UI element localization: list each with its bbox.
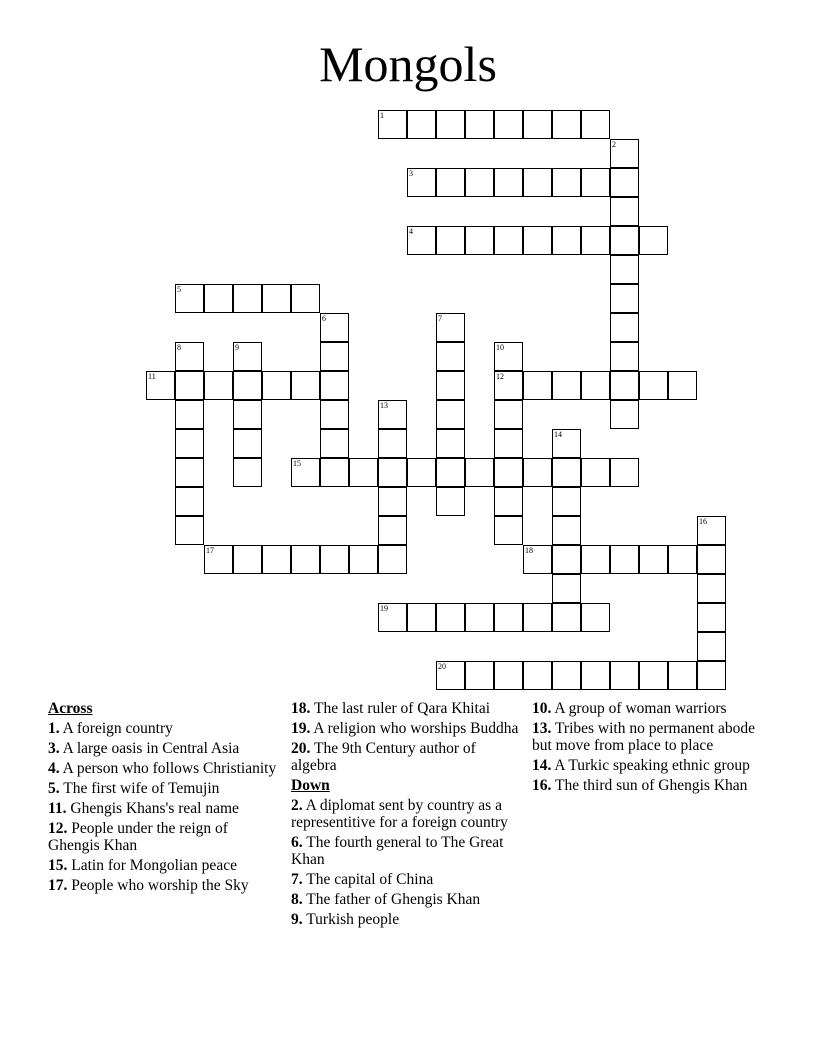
clue-number: 14. <box>532 757 552 774</box>
grid-cell[interactable] <box>552 603 581 632</box>
grid-cell[interactable] <box>523 371 552 400</box>
down-heading: Down <box>291 777 330 794</box>
grid-cell[interactable] <box>204 371 233 400</box>
clue-number: 16. <box>532 777 552 794</box>
clue-number: 2. <box>291 797 303 814</box>
grid-cell[interactable] <box>378 110 407 139</box>
grid-cell[interactable] <box>494 168 523 197</box>
grid-cell[interactable] <box>697 574 726 603</box>
grid-cell[interactable] <box>378 429 407 458</box>
grid-cell[interactable] <box>552 226 581 255</box>
cell-number: 3 <box>409 169 413 178</box>
grid-cell[interactable] <box>233 429 262 458</box>
clue-number: 19. <box>291 720 311 737</box>
cell-number: 11 <box>148 372 156 381</box>
cell-number: 9 <box>235 343 239 352</box>
grid-cell[interactable] <box>697 632 726 661</box>
grid-cell[interactable] <box>552 168 581 197</box>
clue-text: The father of Ghengis Khan <box>306 891 481 908</box>
grid-cell[interactable] <box>378 487 407 516</box>
clue-number: 10. <box>532 700 552 717</box>
grid-cell[interactable] <box>436 603 465 632</box>
clue-down <box>532 700 764 717</box>
grid-cell[interactable] <box>291 284 320 313</box>
grid-cell[interactable] <box>175 371 204 400</box>
clue-down <box>532 777 764 794</box>
grid-cell[interactable] <box>552 516 581 545</box>
grid-cell[interactable] <box>697 661 726 690</box>
grid-cell[interactable] <box>668 371 697 400</box>
grid-cell[interactable] <box>552 371 581 400</box>
clue-text: Latin for Mongolian peace <box>71 857 237 874</box>
grid-cell[interactable] <box>494 661 523 690</box>
grid-cell[interactable] <box>494 226 523 255</box>
grid-cell[interactable] <box>581 371 610 400</box>
grid-cell[interactable] <box>523 661 552 690</box>
clue-number: 11. <box>48 800 67 817</box>
clue-number: 13. <box>532 720 552 737</box>
grid-cell[interactable] <box>233 545 262 574</box>
grid-cell[interactable] <box>523 226 552 255</box>
across-heading: Across <box>48 700 93 717</box>
grid-cell[interactable] <box>581 110 610 139</box>
cell-number: 16 <box>699 517 707 526</box>
clue-number: 1. <box>48 720 60 737</box>
grid-cell[interactable] <box>291 371 320 400</box>
clue-number: 17. <box>48 877 68 894</box>
grid-cell[interactable] <box>436 429 465 458</box>
grid-cell[interactable] <box>610 139 639 168</box>
grid-cell[interactable] <box>552 110 581 139</box>
grid-cell[interactable] <box>610 661 639 690</box>
clue-number: 4. <box>48 760 60 777</box>
grid-cell[interactable] <box>378 603 407 632</box>
puzzle-title: Mongols <box>319 36 497 92</box>
grid-cell[interactable] <box>581 545 610 574</box>
grid-cell[interactable] <box>291 458 320 487</box>
grid-cell[interactable] <box>465 661 494 690</box>
grid-cell[interactable] <box>494 342 523 371</box>
grid-cell[interactable] <box>233 342 262 371</box>
grid-cell[interactable] <box>668 661 697 690</box>
clue-across <box>48 800 280 817</box>
grid-cell[interactable] <box>204 284 233 313</box>
clue-text: The last ruler of Qara Khitai <box>313 700 491 717</box>
grid-cell[interactable] <box>523 545 552 574</box>
clue-text: The 9th Century author of algebra <box>291 740 476 774</box>
grid-cell[interactable] <box>552 574 581 603</box>
clue-text: A person who follows Christianity <box>62 760 277 777</box>
grid-cell[interactable] <box>610 168 639 197</box>
grid-cell[interactable] <box>697 516 726 545</box>
clue-text: Tribes with no permanent abode but move from place to place <box>532 720 756 754</box>
grid-cell[interactable] <box>175 487 204 516</box>
grid-cell[interactable] <box>175 284 204 313</box>
grid-cell[interactable] <box>349 458 378 487</box>
cell-number: 1 <box>380 111 384 120</box>
grid-cell[interactable] <box>581 603 610 632</box>
clue-down <box>291 911 523 928</box>
clue-text: The third sun of Ghengis Khan <box>554 777 748 794</box>
cell-number: 20 <box>438 662 446 671</box>
clue-across <box>48 877 280 894</box>
grid-cell[interactable] <box>436 400 465 429</box>
grid-cell[interactable] <box>523 603 552 632</box>
grid-cell[interactable] <box>552 661 581 690</box>
grid-cell[interactable] <box>436 226 465 255</box>
grid-cell[interactable] <box>552 458 581 487</box>
clue-across <box>291 720 523 737</box>
clue-number: 9. <box>291 911 303 928</box>
grid-cell[interactable] <box>610 226 639 255</box>
grid-cell[interactable] <box>552 429 581 458</box>
grid-cell[interactable] <box>291 545 320 574</box>
clue-text: The fourth general to The Great Khan <box>291 834 504 868</box>
grid-cell[interactable] <box>436 487 465 516</box>
grid-cell[interactable] <box>436 458 465 487</box>
clue-across <box>291 740 523 774</box>
grid-cell[interactable] <box>610 400 639 429</box>
grid-cell[interactable] <box>494 400 523 429</box>
clue-number: 18. <box>291 700 311 717</box>
grid-cell[interactable] <box>523 110 552 139</box>
grid-cell[interactable] <box>233 400 262 429</box>
grid-cell[interactable] <box>552 545 581 574</box>
clue-down <box>291 834 523 868</box>
clue-text: A religion who worships Buddha <box>313 720 519 737</box>
grid-cell[interactable] <box>610 458 639 487</box>
clue-number: 7. <box>291 871 303 888</box>
grid-cell[interactable] <box>320 371 349 400</box>
grid-cell[interactable] <box>320 400 349 429</box>
cell-number: 8 <box>177 343 181 352</box>
cell-number: 13 <box>380 401 388 410</box>
grid-cell[interactable] <box>407 168 436 197</box>
grid-cell[interactable] <box>697 603 726 632</box>
clue-text: A large oasis in Central Asia <box>62 740 240 757</box>
grid-cell[interactable] <box>639 226 668 255</box>
grid-cell[interactable] <box>262 371 291 400</box>
clue-across <box>48 760 280 777</box>
cell-number: 2 <box>612 140 616 149</box>
clue-number: 20. <box>291 740 311 757</box>
grid-cell[interactable] <box>175 400 204 429</box>
grid-cell[interactable] <box>610 342 639 371</box>
grid-cell[interactable] <box>407 458 436 487</box>
grid-cell[interactable] <box>378 458 407 487</box>
grid-cell[interactable] <box>610 371 639 400</box>
grid-cell[interactable] <box>320 313 349 342</box>
clue-text: Ghengis Khans's real name <box>70 800 239 817</box>
grid-cell[interactable] <box>494 429 523 458</box>
clue-column-2 <box>291 700 523 931</box>
grid-cell[interactable] <box>407 603 436 632</box>
clue-column-3 <box>532 700 764 797</box>
grid-cell[interactable] <box>494 458 523 487</box>
grid-cell[interactable] <box>523 168 552 197</box>
grid-cell[interactable] <box>320 429 349 458</box>
grid-cell[interactable] <box>494 110 523 139</box>
grid-cell[interactable] <box>465 603 494 632</box>
clue-text: Turkish people <box>306 911 400 928</box>
grid-cell[interactable] <box>639 661 668 690</box>
cell-number: 4 <box>409 227 413 236</box>
grid-cell[interactable] <box>610 313 639 342</box>
clue-down <box>291 871 523 888</box>
clue-text: People who worship the Sky <box>71 877 249 894</box>
grid-cell[interactable] <box>465 458 494 487</box>
cell-number: 5 <box>177 285 181 294</box>
grid-cell[interactable] <box>581 226 610 255</box>
clue-text: A foreign country <box>62 720 173 737</box>
clue-across <box>48 740 280 757</box>
grid-cell[interactable] <box>523 458 552 487</box>
clue-across <box>48 820 280 854</box>
grid-cell[interactable] <box>465 110 494 139</box>
grid-cell[interactable] <box>233 284 262 313</box>
clue-number: 15. <box>48 857 68 874</box>
grid-cell[interactable] <box>465 168 494 197</box>
clue-across <box>48 857 280 874</box>
cell-number: 19 <box>380 604 388 613</box>
grid-cell[interactable] <box>436 110 465 139</box>
grid-cell[interactable] <box>436 661 465 690</box>
grid-cell[interactable] <box>175 458 204 487</box>
cell-number: 12 <box>496 372 504 381</box>
grid-cell[interactable] <box>436 168 465 197</box>
grid-cell[interactable] <box>494 371 523 400</box>
grid-cell[interactable] <box>465 226 494 255</box>
clue-across <box>48 720 280 737</box>
grid-cell[interactable] <box>581 661 610 690</box>
clue-number: 8. <box>291 891 303 908</box>
cell-number: 17 <box>206 546 214 555</box>
clue-across <box>48 780 280 797</box>
clue-down <box>291 797 523 831</box>
cell-number: 18 <box>525 546 533 555</box>
grid-cell[interactable] <box>378 516 407 545</box>
clue-text: A group of woman warriors <box>554 700 727 717</box>
grid-cell[interactable] <box>262 545 291 574</box>
clue-number: 6. <box>291 834 303 851</box>
clue-text: The first wife of Temujin <box>63 780 220 797</box>
grid-cell[interactable] <box>320 545 349 574</box>
grid-cell[interactable] <box>668 545 697 574</box>
grid-cell[interactable] <box>436 313 465 342</box>
grid-cell[interactable] <box>320 342 349 371</box>
clue-number: 5. <box>48 780 60 797</box>
grid-cell[interactable] <box>175 342 204 371</box>
grid-cell[interactable] <box>436 371 465 400</box>
grid-cell[interactable] <box>233 371 262 400</box>
grid-cell[interactable] <box>233 458 262 487</box>
clue-text: A Turkic speaking ethnic group <box>554 757 750 774</box>
cell-number: 14 <box>554 430 562 439</box>
grid-cell[interactable] <box>494 516 523 545</box>
grid-cell[interactable] <box>436 342 465 371</box>
grid-cell[interactable] <box>581 168 610 197</box>
grid-cell[interactable] <box>581 458 610 487</box>
grid-cell[interactable] <box>204 545 233 574</box>
grid-cell[interactable] <box>146 371 175 400</box>
grid-cell[interactable] <box>378 400 407 429</box>
grid-cell[interactable] <box>697 545 726 574</box>
grid-cell[interactable] <box>610 255 639 284</box>
grid-cell[interactable] <box>610 284 639 313</box>
grid-cell[interactable] <box>639 371 668 400</box>
clue-column-1 <box>48 700 280 897</box>
cell-number: 6 <box>322 314 326 323</box>
grid-cell[interactable] <box>407 110 436 139</box>
grid-cell[interactable] <box>610 545 639 574</box>
grid-cell[interactable] <box>494 603 523 632</box>
clue-down <box>532 757 764 774</box>
grid-cell[interactable] <box>407 226 436 255</box>
cell-number: 7 <box>438 314 442 323</box>
clue-number: 3. <box>48 740 60 757</box>
clue-text: The capital of China <box>306 871 434 888</box>
clue-down <box>532 720 764 754</box>
cell-number: 10 <box>496 343 504 352</box>
clue-across <box>291 700 523 717</box>
clue-text: A diplomat sent by country as a representitive for a foreign country <box>291 797 508 831</box>
grid-cell[interactable] <box>320 458 349 487</box>
grid-cell[interactable] <box>175 516 204 545</box>
clue-text: People under the reign of Ghengis Khan <box>48 820 228 854</box>
clue-number: 12. <box>48 820 68 837</box>
grid-cell[interactable] <box>175 429 204 458</box>
clue-down <box>291 891 523 908</box>
grid-cell[interactable] <box>378 545 407 574</box>
grid-cell[interactable] <box>610 197 639 226</box>
grid-cell[interactable] <box>639 545 668 574</box>
grid-cell[interactable] <box>349 545 378 574</box>
grid-cell[interactable] <box>552 487 581 516</box>
cell-number: 15 <box>293 459 301 468</box>
grid-cell[interactable] <box>494 487 523 516</box>
grid-cell[interactable] <box>262 284 291 313</box>
